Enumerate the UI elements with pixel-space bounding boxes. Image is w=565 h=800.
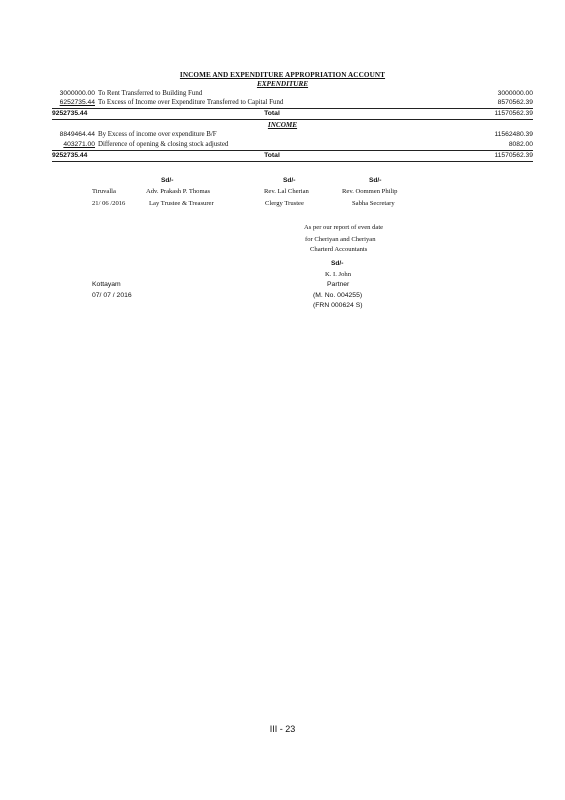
expenditure-total-previous: 9252735.44 [52, 110, 88, 117]
income-total-row [52, 151, 533, 160]
signatory-name: Adv. Prakash P. Thomas [146, 188, 211, 195]
signing-place: Tiruvalla [92, 188, 116, 195]
page-number: III - 23 [269, 724, 296, 734]
income-total-current: 11570562.39 [494, 152, 533, 159]
expenditure-row-description: To Excess of Income over Expenditure Transferred to Capital Fund [98, 99, 284, 106]
income-row-current-amount: 11562480.39 [494, 131, 533, 138]
expenditure-row-current-amount: 8570562.39 [497, 99, 533, 106]
income-row-previous-amount: 403271.00 [63, 141, 95, 148]
signature-mark: Sd/- [369, 177, 382, 184]
signatory-role: Lay Trustee & Treasurer [149, 200, 214, 207]
income-heading: INCOME [267, 121, 298, 129]
auditor-signature-mark: Sd/- [331, 260, 344, 267]
expenditure-total-current: 11570562.39 [494, 110, 533, 117]
signature-mark: Sd/- [283, 177, 296, 184]
expenditure-row-previous-amount: 6252735.44 [59, 99, 95, 106]
income-row-description: By Excess of income over expenditure B/F [98, 131, 217, 138]
income-row-current-amount: 8082.00 [508, 141, 533, 148]
auditor-firm-registration: (FRN 000624 S) [313, 302, 363, 309]
income-row-description: Difference of opening & closing stock adjusted [98, 141, 229, 148]
auditor-report-line: As per our report of even date [304, 224, 384, 231]
expenditure-row-current-amount: 3000000.00 [497, 90, 533, 97]
auditor-partner-name: K. I. John [325, 271, 352, 278]
signatory-role: Clergy Trustee [265, 200, 304, 207]
income-total-previous: 9252735.44 [52, 152, 88, 159]
expenditure-heading: EXPENDITURE [256, 80, 309, 88]
auditor-place: Kottayam [92, 281, 121, 288]
auditor-designation-line: Charterd Accountants [310, 246, 368, 253]
signatory-role: Sabha Secretary [352, 200, 395, 207]
auditor-membership-number: (M. No. 004255) [313, 292, 363, 299]
expenditure-row [52, 89, 533, 98]
expenditure-total-row [52, 109, 533, 118]
divider-line [52, 119, 533, 120]
signatory-name: Rev. Oommen Philip [342, 188, 398, 195]
expenditure-total-label: Total [264, 110, 280, 117]
expenditure-row [52, 98, 533, 107]
expenditure-row-description: To Rent Transferred to Building Fund [98, 90, 203, 97]
auditor-firm-line: for Cheriyan and Cheriyan [305, 236, 376, 243]
signature-mark: Sd/- [161, 177, 174, 184]
signatory-name: Rev. Lal Cherian [264, 188, 309, 195]
income-row-previous-amount: 8849464.44 [59, 131, 95, 138]
signing-date: 21/ 06 /2016 [92, 200, 126, 207]
divider-line [52, 161, 533, 162]
income-total-label: Total [264, 152, 280, 159]
income-row [52, 130, 533, 139]
statement-title: INCOME AND EXPENDITURE APPROPRIATION ACCOUNT [179, 71, 386, 79]
auditor-partner-role: Partner [327, 281, 350, 288]
expenditure-row-previous-amount: 3000000.00 [59, 90, 95, 97]
income-row [52, 140, 533, 149]
auditor-date: 07/ 07 / 2016 [92, 292, 132, 299]
